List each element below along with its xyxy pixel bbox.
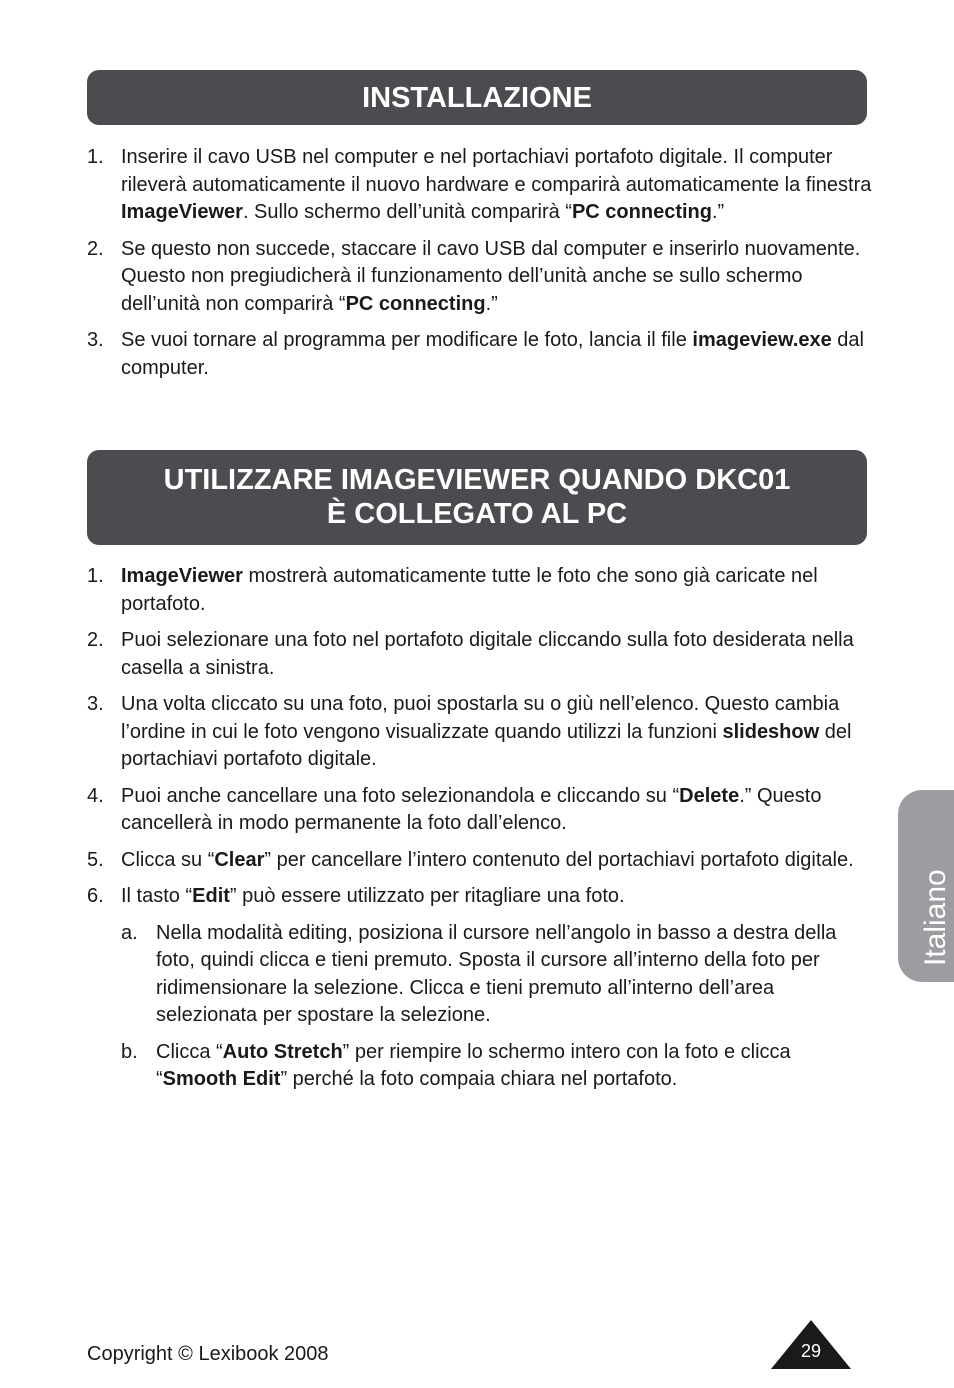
section-title-line1: UTILIZZARE IMAGEVIEWER QUANDO DKC01 [163, 464, 791, 496]
imageviewer-steps-list [87, 563, 877, 1094]
section-header-imageviewer [87, 450, 867, 545]
installation-steps-list [87, 144, 877, 382]
list-item [87, 883, 877, 1094]
language-label: Italiano [919, 869, 952, 966]
item-text: Se vuoi tornare al programma per modificare le foto, lancia il file [121, 329, 693, 351]
item-number: 1. [87, 565, 104, 587]
item-letter: a. [121, 921, 138, 944]
item-number: 2. [87, 237, 104, 260]
item-text: . Sullo schermo dell’unità comparirà “ [242, 201, 572, 223]
item-bold: Auto Stretch [222, 1040, 343, 1063]
list-item [87, 144, 877, 227]
list-item [87, 563, 877, 618]
item-text: mostrerà automaticamente tutte le foto che sono già caricate nel portafoto. [121, 565, 818, 615]
item-text: dal computer. [121, 329, 864, 379]
sub-list-item [121, 920, 877, 1030]
item-text: .” [485, 292, 498, 315]
item-text: .” Questo cancellerà in modo permanente la foto dall’elenco. [121, 784, 822, 834]
item-bold: Clear [214, 848, 265, 871]
item-bold: imageview.exe [692, 329, 832, 351]
item-text: del portachiavi portafoto digitale. [121, 720, 852, 770]
item-bold: PC connecting [571, 201, 712, 223]
item-number: 4. [87, 784, 104, 807]
item-bold: slideshow [722, 720, 820, 743]
item-number: 3. [87, 329, 104, 351]
item-number: 6. [87, 885, 104, 907]
page-number: 29 [800, 1341, 822, 1361]
item-text: Inserire il cavo USB nel computer e nel portachiavi portafoto digitale. Il computer rileverà automaticamente il nuovo hardware e comparirà automaticamente la finestra [121, 146, 872, 196]
list-item [87, 847, 877, 875]
item-bold: Edit [192, 885, 230, 907]
item-bold: Smooth Edit [162, 1068, 281, 1090]
item-text: Puoi selezionare una foto nel portafoto digitale cliccando sulla foto desiderata nella casella a sinistra. [121, 629, 854, 679]
item-text: Nella modalità editing, posiziona il cursore nell’angolo in basso a destra della foto, quindi clicca e tieni premuto. Sposta il cursore all’interno della foto per ridimensionare la selezione. Clicca e tieni premuto all’interno dell’area selezionata per spostare la selezione. [156, 921, 837, 1026]
list-item [87, 236, 877, 319]
item-text: ” può essere utilizzato per ritagliare una foto. [229, 885, 625, 907]
item-letter: b. [121, 1040, 138, 1063]
item-text: ” per cancellare l’intero contenuto del portachiavi portafoto digitale. [264, 848, 854, 871]
item-bold: ImageViewer [121, 201, 243, 223]
item-text: .” [711, 201, 725, 223]
item-text: Puoi anche cancellare una foto selezionandola e cliccando su “ [121, 784, 680, 807]
language-side-tab [898, 790, 954, 982]
item-text: Clicca “ [156, 1040, 223, 1063]
item-bold: PC connecting [345, 292, 486, 315]
item-text: Il tasto “ [121, 885, 193, 907]
edit-substeps-list [121, 920, 877, 1094]
section-header-installazione [87, 70, 867, 125]
list-item [87, 691, 877, 774]
item-bold: ImageViewer [121, 565, 243, 587]
item-text: ” perché la foto compaia chiara nel portafoto. [280, 1068, 678, 1090]
sub-list-item [121, 1039, 877, 1094]
item-text: Clicca su “ [121, 848, 215, 871]
list-item [87, 327, 877, 382]
item-text: Una volta cliccato su una foto, puoi spostarla su o giù nell’elenco. Questo cambia l’ordine in cui le foto vengono visualizzate quando utilizzi la funzioni [121, 693, 840, 743]
list-item [87, 627, 877, 682]
item-text: ” per riempire lo schermo intero con la foto e clicca “ [156, 1040, 791, 1090]
item-number: 3. [87, 693, 104, 715]
item-bold: Delete [679, 784, 740, 807]
list-item [87, 783, 877, 838]
copyright-footer: Copyright © Lexibook 2008 [87, 1343, 329, 1365]
section-title: INSTALLAZIONE [362, 82, 592, 114]
item-text: Se questo non succede, staccare il cavo USB dal computer e inserirlo nuovamente. Questo non pregiudicherà il funzionamento dell’unità anche se sullo schermo dell’unità non comparirà “ [121, 237, 861, 315]
item-number: 1. [87, 146, 104, 168]
item-number: 5. [87, 848, 104, 871]
item-number: 2. [87, 629, 104, 651]
section-title-line2: È COLLEGATO AL PC [326, 498, 628, 530]
